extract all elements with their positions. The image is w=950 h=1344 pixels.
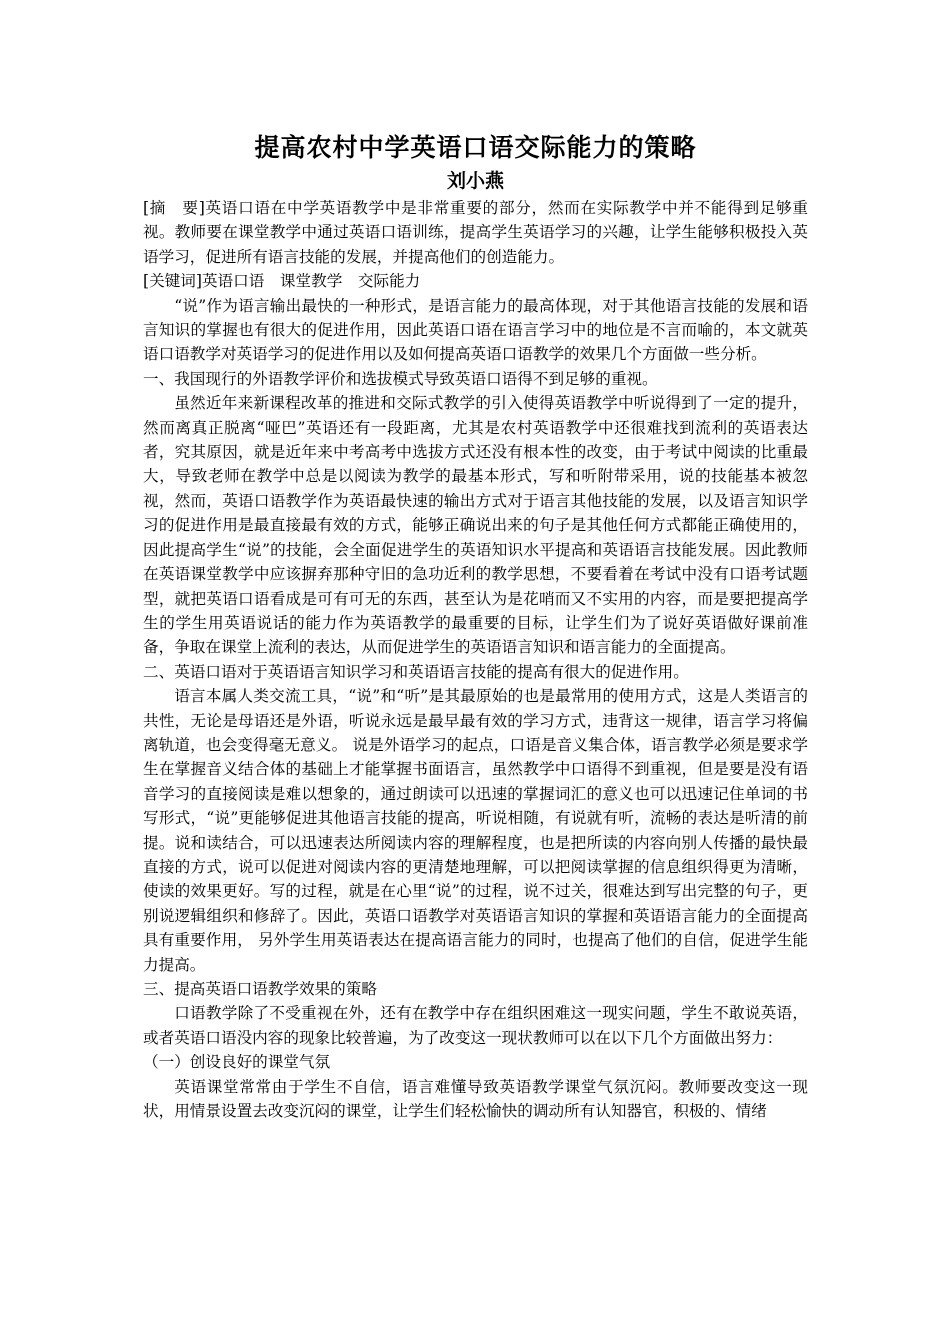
keywords: [关键词]英语口语 课堂教学 交际能力 — [143, 272, 421, 291]
abstract: [摘 要]英语口语在中学英语教学中是非常重要的部分，然而在实际教学中并不能得到足够重视。教师要在课堂教学中通过英语口语训练，提高学生英语学习的兴趣，让学生能够积极投入英语学习，促进所有语言技能的发展，并提高他们的创造能力。 — [143, 199, 808, 266]
section-body-2: 语言本属人类交流工具，“说”和“听”是其最原始的也是最常用的使用方式，这是人类语言的共性，无论是母语还是外语，听说永远是最早最有效的学习方式，违背这一规律，语言学习将偏离轨道，也会变得毫无意义。 说是外语学习的起点，口语是音义集合体，语言教学必须是要求学生在掌握音义结合体的基础上才能掌握书面语言，虽然教学中口语得不到重视，但是要是没有语音学习的直接阅读是难以想象的，通过朗读可以迅速的掌握词汇的意义也可以迅速记住单词的书写形式，“说”更能够促进其他语言技能的提高，听说相随，有说就有听，流畅的表达是听清的前提。说和读结合，可以迅速表达所阅读内容的理解程度，也是把所读的内容向别人传播的最快最直接的方式，说可以促进对阅读内容的更清楚地理解，可以把阅读掌握的信息组织得更为清晰，使读的效果更好。写的过程，就是在心里“说”的过程，说不过关，很难达到写出完整的句子，更别说逻辑组织和修辞了。因此，英语口语教学对英语语言知识的掌握和英语语言能力的全面提高具有重要作用， 另外学生用英语表达在提高语言能力的同时，也提高了他们的自信，促进学生能力提高。 — [143, 687, 808, 974]
section-heading-1: 一、我国现行的外语教学评价和选拔模式导致英语口语得不到足够的重视。 — [143, 369, 658, 388]
author-name: 刘小燕 — [446, 170, 504, 192]
subsection-body-1: 英语课堂常常由于学生不自信，语言难懂导致英语教学课堂气氛沉闷。教师要改变这一现状，用情景设置去改变沉闷的课堂，让学生们轻松愉快的调动所有认知器官，积极的、情绪 — [143, 1077, 808, 1121]
subsection-heading-1: （一）创设良好的课堂气氛 — [143, 1053, 331, 1072]
section-heading-2: 二、英语口语对于英语语言知识学习和英语语言技能的提高有很大的促进作用。 — [143, 662, 689, 681]
intro-paragraph: “说”作为语言输出最快的一种形式，是语言能力的最高体现，对于其他语言技能的发展和语言知识的掌握也有很大的促进作用，因此英语口语在语言学习中的地位是不言而喻的，本文就英语口语教学对英语学习的促进作用以及如何提高英语口语教学的效果几个方面做一些分析。 — [143, 296, 808, 364]
section-body-1: 虽然近年来新课程改革的推进和交际式教学的引入使得英语教学中听说得到了一定的提升，然而离真正脱离“哑巴”英语还有一段距离，尤其是农村英语教学中还很难找到流利的英语表达者，究其原因，就是近年来中考高考中选拔方式还没有根本性的改变，由于考试中阅读的比重最大，导致老师在教学中总是以阅读为教学的最基本形式，写和听附带采用，说的技能基本被忽视，然而，英语口语教学作为英语最快速的输出方式对于语言其他技能的发展，以及语言知识学习的促进作用是最直接最有效的方式，能够正确说出来的句子是其他任何方式都能正确使用的，因此提高学生“说”的技能，会全面促进学生的英语知识水平提高和英语语言技能发展。因此教师在英语课堂教学中应该摒弃那种守旧的急功近利的教学思想，不要看着在考试中没有口语考试题型，就把英语口语看成是可有可无的东西，甚至认为是花哨而又不实用的内容，而是要把提高学生的学生用英语说话的能力作为英语教学的最重要的目标，让学生们为了说好英语做好课前准备，争取在课堂上流利的表达，从而促进学生的英语语言知识和语言能力的全面提高。 — [143, 394, 808, 657]
document-title: 提高农村中学英语口语交际能力的策略 — [254, 133, 697, 162]
document-page — [143, 128, 808, 1123]
section-heading-3: 三、提高英语口语教学效果的策略 — [143, 980, 377, 998]
section-body-3: 口语教学除了不受重视在外，还有在教学中存在组织困难这一现实问题，学生不敢说英语，或者英语口语没内容的现象比较普遍，为了改变这一现状教师可以在以下几个方面做出努力： — [143, 1004, 808, 1047]
